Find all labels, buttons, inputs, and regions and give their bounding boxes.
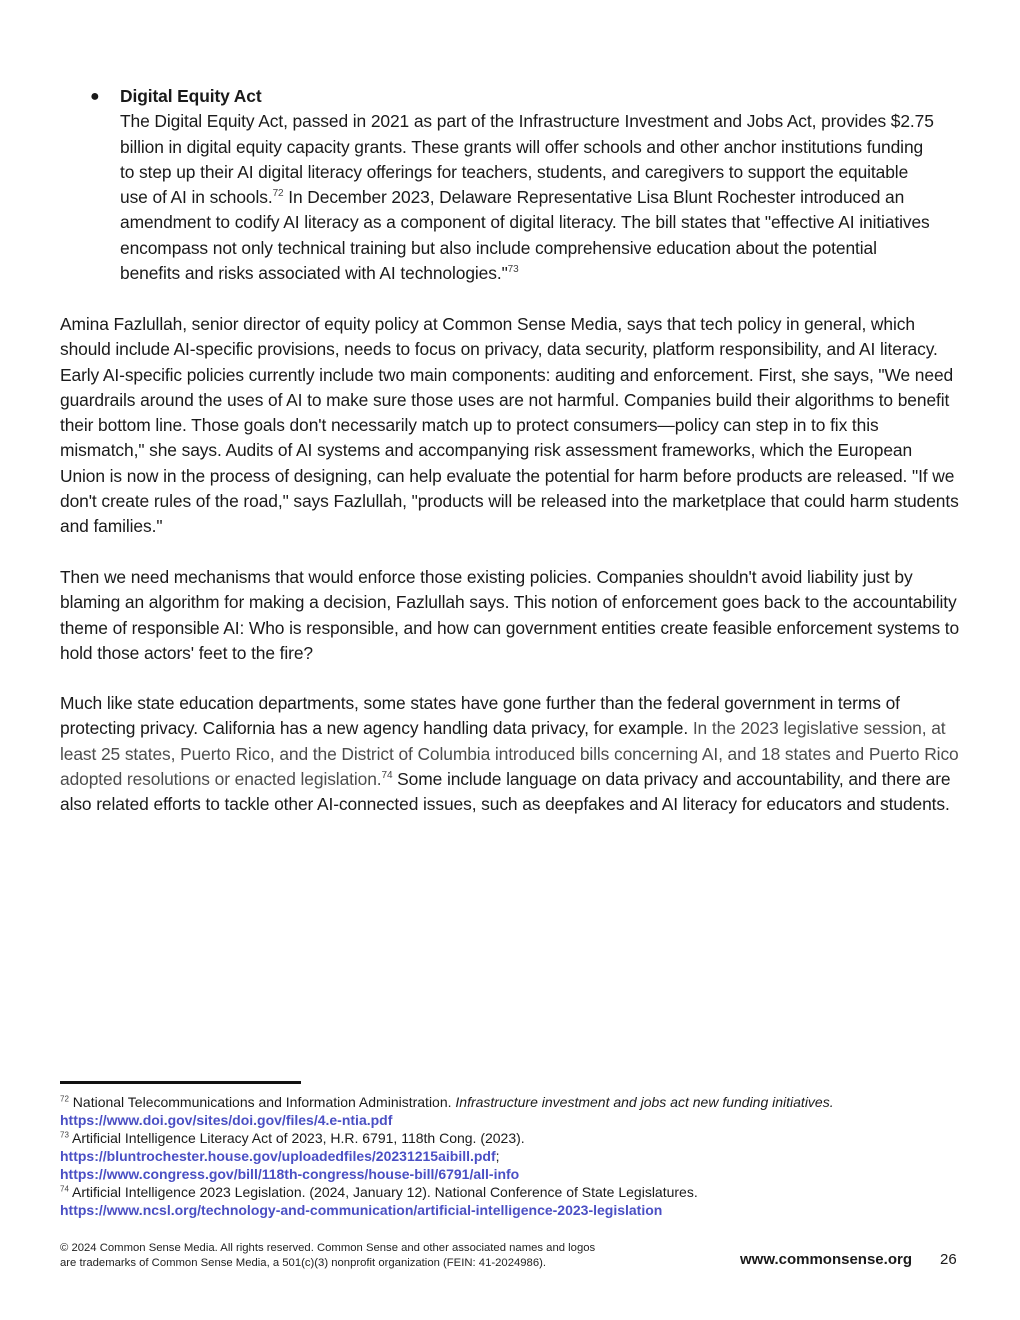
footnote-text: Artificial Intelligence Literacy Act of 2023, H.R. 6791, 118th Cong. (2023). [68,1130,525,1146]
bullet-title: Digital Equity Act [120,86,262,106]
footnote-divider [60,1081,301,1084]
footnote-ref-74[interactable]: 74 [381,770,393,782]
footnote-italic-title: Infrastructure investment and jobs act new funding initiatives. [455,1094,834,1110]
footnote-text: Artificial Intelligence 2023 Legislation. (2024, January 12). National Conference of State Legislatures. [68,1184,698,1200]
footnote-link[interactable]: https://bluntrochester.house.gov/uploadedfiles/20231215aibill.pdf [60,1148,496,1164]
para3-text-a: Much like state education departments, some states have gone further than the federal government in terms of protecting privacy. California has a new agency handling data privacy, for example. [60,693,900,739]
footnote-ref-73[interactable]: 73 [507,264,519,276]
copyright-line-2: are trademarks of Common Sense Media, a 501(c)(3) nonprofit organization (FEIN: 41-2024986). [60,1257,547,1269]
bullet-content [120,84,940,286]
para3-text-b: Some include language on data privacy and accountability, and there are also related efforts to tackle other AI-connected issues, such as deepfakes and AI literacy for educators and students. [60,768,951,815]
footnote-link[interactable]: https://www.ncsl.org/technology-and-communication/artificial-intelligence-2023-legislation [60,1202,663,1218]
footnote-74 [60,1183,960,1219]
footnote-text: National Telecommunications and Information Administration. [68,1094,456,1110]
paragraph-fazlullah: Amina Fazlullah, senior director of equity policy at Common Sense Media, says that tech policy in general, which should include AI-specific provisions, needs to focus on privacy, data security, platform responsibility, and AI literacy. Early AI-specific policies currently include two main components: auditing and enforcement. First, she says, "We need guardrails around the uses of AI to make sure those uses are not harmful. Companies build their algorithms to benefit their bottom line. Those goals don't necessarily match up to protect consumers—policy can step in to fix this mismatch," she says. Audits of AI systems and accompanying risk assessment frameworks, which the European Union is now in the process of designing, can help evaluate the potential for harm before products are released. "If we don't create rules of the road," says Fazlullah, "products will be released into the marketplace that could harm students and families." [60,314,959,537]
copyright-line-1: © 2024 Common Sense Media. All rights reserved. Common Sense and other associated names and logos [60,1242,596,1254]
footnote-number: 73 [60,1130,69,1140]
footnote-number: 74 [60,1184,69,1194]
paragraph-state-privacy [60,691,960,817]
footnote-73 [60,1129,960,1183]
bullet-marker: ● [90,88,100,105]
bullet-text-a: The Digital Equity Act, passed in 2021 as part of the Infrastructure Investment and Jobs Act, provides $2.75 billion in digital equity capacity grants. These grants will offer schools and other anchor institutions funding to step up their AI digital literacy offerings for teachers, students, and caregivers to support the equitable use of AI in schools. [120,111,934,208]
footnote-link[interactable]: https://www.congress.gov/bill/118th-congress/house-bill/6791/all-info [60,1166,520,1182]
footer-website[interactable]: www.commonsense.org [740,1251,912,1268]
footnotes [60,1093,960,1219]
bullet-item-digital-equity-act [90,84,940,286]
footnote-ref-72[interactable]: 72 [272,188,284,200]
copyright-notice [60,1241,680,1271]
footnote-number: 72 [60,1094,69,1104]
bullet-text-b: In December 2023, Delaware Representative Lisa Blunt Rochester introduced an amendment to codify AI literacy as a component of digital literacy. The bill states that "effective AI initiatives encompass not only technical training but also include comprehensive education about the potential benefits and risks associated with AI technologies." [120,187,930,284]
footnote-separator: ; [495,1148,500,1164]
page-number: 26 [940,1251,957,1268]
para3-text-grey: In the 2023 legislative session, at least 25 states, Puerto Rico, and the District of Columbia introduced bills concerning AI, and 18 states and Puerto Rico adopted resolutions or enacted legislation. [60,718,959,789]
footnote-72 [60,1093,960,1129]
paragraph-enforcement: Then we need mechanisms that would enforce those existing policies. Companies shouldn't avoid liability just by blaming an algorithm for making a decision, Fazlullah says. This notion of enforcement goes back to the accountability theme of responsible AI: Who is responsible, and how can government entities create feasible enforcement systems to hold those actors' feet to the fire? [60,567,960,663]
footnote-link[interactable]: https://www.doi.gov/sites/doi.gov/files/4.e-ntia.pdf [60,1112,393,1128]
